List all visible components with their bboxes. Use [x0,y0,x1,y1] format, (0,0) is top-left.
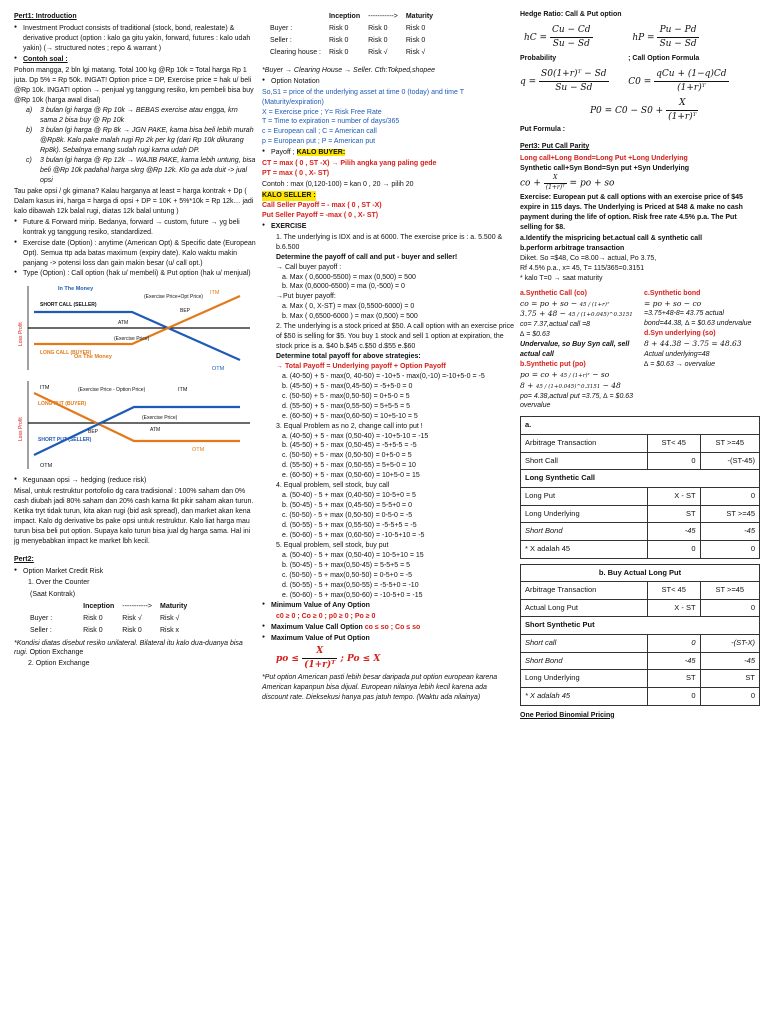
chart2-otm-left: OTM [40,463,53,470]
chart2-exercise-minus: (Exercise Price - Option Price) [78,387,146,394]
arbitrage-table-b [520,564,760,706]
parity-red: Long call+Long Bond=Long Put +Long Underlying [520,155,688,163]
hedge-formulas: hC = $\frac{Cu - Cd}{Su - Sd}$ hP = $\frac{Pu - Pd}{Su - Sd}$ [524,24,697,49]
put-seller-line: Put Seller Payoff = -max ( 0 , X- ST) [262,211,379,219]
call-a: a. Max ( 0,6000-5500) = max (0,500) = 500 [282,273,416,281]
table-row: Long Put X - ST 0 [521,487,760,505]
call-buyer-label: → Call buyer payoff : [276,263,342,271]
chart2-short-put: SHORT PUT (SELLER) [38,437,92,444]
otc-head: Maturity [160,602,188,610]
exercise-3: 3. Equal Problem as no 2, change call into put ! [276,422,423,430]
ex4-list [262,491,514,541]
table-row: Long Underlying ST ST >=45 [521,505,760,523]
synthetic-right [644,289,760,412]
co-actual: co= 7.37,actual call =8 [520,321,591,329]
keguna-list [14,476,256,486]
chart1-otm: OTM [212,366,225,373]
max-call-list [262,623,514,644]
table-a-title: a. [521,417,760,435]
syn-bond-calc: =3.75+48-8= 43.75 actual bond=44.38, ∆ = $0.63 undervalue [644,310,752,328]
payoff-bullet: ● Payoff ; KALO BUYER: [262,148,514,158]
chart2-exercise: (Exercise Price) [142,415,178,422]
table-row: Long Underlying ST ST [521,670,760,688]
table-row: Clearing house : Risk 0 Risk √ Risk √ [270,48,426,56]
syn-call-calc: 3.75 + 48 − 45 / (1+0.045)^0.3151 [520,309,633,319]
table-row: Buyer : Risk 0 Risk 0 Risk 0 [270,24,426,32]
kalo-seller-highlight: KALO SELLER : [262,192,316,199]
table-row: Actual Long Put X - ST 0 [521,599,760,617]
table-row: Short Bond -45 -45 [521,523,760,541]
table-row: Long Synthetic Call [521,470,760,488]
syn-call-formula: co = po + so − 45 / (1+r)ᵀ [520,298,610,308]
min-value-bullet: ● Minimum Value of Any Option [262,601,514,611]
example-list [14,106,256,186]
exercise-1: 1. The underlying is IDX and is at 6000. The exercise price is : a. 5.500 & b.6.500 [276,233,503,251]
list-item: c. (50-50) - 5 + max(0,50-50) = 0-5+0 = -5 [282,571,412,579]
list-item: d. (50-55) - 5 + max(0,50-55) = -5-5+0 = -10 [282,581,419,589]
syn-under-title: d.Syn underlying (so) [644,330,716,338]
contoh-line: Contoh : max (0,120-100) = kan 0 , 20 → pilih 20 [262,181,414,189]
list-item: a. (40-50) + 5 - max(0, 40-50) = -10+5 - max(0,-10) =-10+5-0 = -5 [282,372,485,380]
part1-title: Pert1: Introduction [14,13,77,20]
example-item-b: b) 3 bulan lgi harga @ Rp 8k → JGN PAKE, karna bisa beli lebih murah @Rp8k. Kalo pake malah rugi Rp 2k per kg (dari Rp 10k dikurang Rp8k). Sebalnya emang sudah rugi karna udah DP. [26,127,254,155]
max-put-fraction: $\frac{X}{\text{(1+r)ᵀ}}$ [304,646,336,670]
clearing-head: Maturity [405,13,434,20]
chart1-atm: ATM [118,320,129,327]
synthetic-left [520,289,638,412]
list-item: c. (50-50) + 5 - max (0,50-50) = 0+5-0 = 5 [282,452,412,460]
exercise-1-det: Determine the payoff of call and put - buyer and seller! [276,253,458,261]
list-item: a. (50-40) - 5 + max (0,40-50) = 10-5+0 = 5 [282,492,416,500]
chart1-bep: BEP [180,308,191,315]
delta-over: ∆ = $0.63 → overvalue [644,360,716,368]
part2-title: Pert2: [14,555,34,563]
chart1-in-the-money: In The Money [58,286,94,293]
intro-list [14,24,256,65]
chart2-long-put: LONG PUT (BUYER) [38,401,87,408]
chart1-short-call: SHORT CALL (SELLER) [40,302,97,309]
notation-lines: So,S1 = price of the underlying asset at time 0 (today) and time T (Maturity/expiration) X = Exercise price ; Y= Risk Free Rate T = Time to expiration = number of days/365 c = European call ; C = American call p = European put ; P = American put [262,88,464,146]
list-item: e. (50-60) - 5 + max (0,60-50) = -10-5+10 = -5 [282,531,425,539]
exercise-list [262,222,514,232]
syn-call-title: a.Synthetic Call (co) [520,289,587,297]
exercise-4: 4. Equal problem, sell stock, buy call [276,482,390,490]
clearing-head: Inception [328,13,361,20]
syn-under-calc: 8 + 44.38 − 3.75 = 48.63 [644,339,742,349]
table-row: Buyer : Risk 0 Risk √ Risk √ [30,614,180,622]
syn-put-calc: 8 + 45 / (1+0.045)^0.3151 − 48 [520,380,621,390]
ex2-list [262,372,514,422]
example-item-a: a) 3 bulan lgi harga @ Rp 10k → BEBAS exercise atau engga, krn sama 2 bisa buy @ Rp 10k [26,107,238,125]
otc-head: -----------> [122,602,152,610]
chart2-bep: BEP [88,429,99,436]
min-formula: c0 ≥ 0 ; Co ≥ 0 ; p0 ≥ 0 ; Po ≥ 0 [276,613,376,621]
exercise-2: 2. The underlying is a stock priced at $50. A call option with an exercise price of $50 is selling for $5. You buy 1 stock and sell 1 option at expiration, the stock price is a. $40 b.$45 c.$50 d.$55 e.$60 [276,323,515,351]
table-b-title: b. Buy Actual Long Put [521,564,760,582]
table-row: Short Call 0 -(ST-45) [521,452,760,470]
syn-put-formula: po = co + 45 / (1+r)ᵀ − so [520,369,610,379]
max-put-bullet: ● Maximum Value of Put Option [262,634,514,644]
list-item: e. (50-60) - 5 + max(0,50-60) = -10-5+0 = -15 [282,591,423,599]
total-payoff: → Total Payoff = Underlying payoff + Option Payoff [276,362,446,370]
table-row: Short Synthetic Put [521,617,760,635]
put-buyer-label: →Put buyer payoff: [276,293,336,301]
put-payoff-chart [14,377,256,473]
chart1-long-call: LONG CALL (BUYER) [40,350,92,357]
list-item: c. (50-50) + 5 - max(0,50-50) = 0+5-0 = 5 [282,392,410,400]
list-item: d. (55-50) + 5 - max (0,50-55) = 5+5-0 = 10 [282,462,416,470]
list-item: b. (45-50) + 5 - max (0,50-45) = -5+5-5 = -5 [282,442,417,450]
ct-line: CT = max ( 0 , ST -X) → Pilih angka yang paling gede [262,160,437,168]
tau-text: Tau pake opsi / gk gimana? Kalau harganya at least = harga kontrak + Dp ( Dalam kasus ini, harga = harga di opsi + DP = 10K + 5%*10k = Rp 12k… jadi kalo dibawah 12k balal rugi, diatas 12k balal untung ) [14,187,254,215]
table-row: Short Bond -45 -45 [521,652,760,670]
identify-a: a.Identify the mispricing bet.actual call & synthetic call [520,235,703,242]
exchange-item: 2. Option Exchange [28,660,90,668]
option-notation-list [262,77,514,87]
chart1-exercise: (Exercise Price) [114,336,150,343]
binomial-title: One Period Binomial Pricing [520,711,615,719]
hedge-ratio-title: Hedge Ratio: Call & Put option [520,11,622,18]
table-row: * X adalah 45 0 0 [521,687,760,705]
table-row: Short call 0 -(ST-X) [521,635,760,653]
syn-bond-formula: = po + so − co [644,298,702,308]
chart2-atm: ATM [150,427,161,434]
exercise-bullet: ● EXERCISE [262,222,514,232]
call-seller-line: Call Seller Payoff = - max ( 0 , ST -X) [262,201,382,209]
option-notation-bullet: ● Option Notation [262,77,514,87]
keguna-bullet: ● Kegunaan opsi → hedging (reduce risk) [14,476,256,486]
chart1-itm: ITM [210,290,220,297]
list-item: d. (55-50) + 5 - max(0,55-50) = 5+5-5 = 5 [282,402,411,410]
max-put-formula: po ≤ $\frac{X}{\text{(1+r)ᵀ}}$ ; Po ≤ X [276,646,381,670]
otc-head: Inception [83,602,115,610]
list-item: a. (40-50) + 5 - max (0,50-40) = -10+5-10 = -15 [282,432,429,440]
chart2-itm-left: ITM [40,385,50,392]
exercise-2-det: Determine total payoff for above strategies: [276,353,421,360]
kalo-t0: * kalo T=0 → saat maturity [520,274,603,282]
synthetic-section [520,289,760,412]
clearing-table [268,10,441,60]
keguna-text: Misal, untuk restruktur portofolio dg cara tradisional : 100% saham dan 0% cash diubah jadi 80% saham dan 20% cash karna Ikt pikir saham akan turun. Ketika tryt tidak turun, kita akan rugi (bid ask spread), dan market akan kena impact. Kalo dg derivative bs pake opsi untuk restruktur. Kalo liat harga mau turun bisa beli put option. Supaya kalo turun bisa jual dg harga sama. Hal ini jg menyebabkan impact ke market lbh kecil. [14,488,254,545]
chart2-loss-profit: Loss Profit [18,417,24,442]
american-note: *Put option American pasti lebih besar daripada put option european karena American kapanpun bisa dijual. European nilainya lebih kecil karena ada discount rate. Dieksekusi hanya pas jatuh tempo. (Waktu ada nilainya) [262,673,498,701]
put-formula-label: Put Formula : [520,126,566,134]
contoh-soal-bullet: ● Contoh soal : [14,55,256,65]
chart1-on-the-money: On The Money [74,354,112,361]
buyer-flow: *Buyer → Clearing House → Seller. Cth:Tokped,shopee [262,66,436,74]
syn-put-title: b.Synthetic put (po) [520,360,586,368]
max-call-bullet: ● Maximum Value Call Option co ≤ so ; Co ≤ so [262,623,514,633]
ex3-list [262,432,514,482]
syn-bond-title: c.Synthetic bond [644,289,701,297]
example-text: Pohon mangga, 2 bln lgi matang. Total 100 kg @Rp 10k = Total harga Rp 1 juta. Dp 5% = Rp 50k. INGAT! Option price = DP, Exercise price = hak u/ beli @Rp 10k. INGAT! option → penjual yg tanggung resiko, krn pembeli bisa buy @Rp 10k (harga awal disal) [14,66,254,104]
list-item: b. (50-45) - 5 + max (0,45-50) = 5-5+0 = 0 [282,502,412,510]
put-a: a. Max ( 0, X-ST) = max (0,5500-6000) = 0 [282,303,415,311]
exercise-text: Exercise: European put & call options with an exercise price of $45 expire in 115 days. The Underlying is Priced at $48 & make no cash payment during the life of option. Risk free rate 4.5% p.a. The Put selling for $8. [520,194,743,232]
parity-syn: Synthetic call+Syn Bond=Syn put +Syn Underlying [520,165,690,173]
undervalue-1: Undervalue, so Buy Syn call, sell actual call [520,341,630,359]
payoff-list [262,148,514,158]
table-row: Arbitrage Transaction ST< 45 ST >=45 [521,582,760,600]
option-values-list [262,601,514,611]
otc-item: 1. Over the Counter [28,578,90,586]
list-item: b. (50-45) - 5 + max(0,50-45) = 5-5+5 = 5 [282,561,411,569]
rf-line: Rf 4.5% p.a., x= 45, T= 115/365=0.3151 [520,264,645,272]
q-c0-formulas: q = $\frac{\text{S0(1+r)ᵀ − Sd}}{Su - Sd}$ C0 = $\frac{\text{qCu + (1−q)Cd}}{\text{(1+r)ᵀ}}$ [520,69,727,94]
column-2 [262,10,514,704]
intro-bullet: ● Investment Product consists of traditional (stock, bond, realestate) & derivative product (option : kalo ga gitu yakin, forward, futures : kalo udah yakin) (→ structured notes ; repo & warrant ) [14,24,256,54]
identify-b: b.perform arbitrage transaction [520,244,625,252]
credit-risk-bullet: ● Option Market Credit Risk [14,567,256,577]
bullets-2 [14,218,256,280]
otc-table [28,588,195,638]
diket-line: Diket. So =$48, Co =8.00→ actual, Po 3.75, [520,254,657,262]
probability-row: Probability ; Call Option Formula [520,55,700,63]
option-type-bullet: ● Type (Option) : Call option (hak u/ membeli) & Put option (hak u/ menjual) [14,269,256,279]
chart2-otm: OTM [192,447,205,454]
put-b: b. Max ( 0,6500-6000 ) = max (0,500) = 500 [282,313,418,321]
actual-under: Actual underlying=48 [644,350,710,358]
table-row: Seller : Risk 0 Risk 0 Risk x [30,626,180,634]
call-b: b. Max (0,6000-6500) = ma (0,-500) = 0 [282,283,405,291]
exercise-date-bullet: ● Exercise date (Option) : anytime (American Opt) & Specific date (European Opt). Semua ttp ada batas maximum (expiry date). Kalo waktu makin panjang -> potensi loss dan gain makin besar (u/ call opt.) [14,239,256,269]
table-row: * X adalah 45 0 0 [521,540,760,558]
pt-line: PT = max ( 0 , X- ST) [262,170,330,178]
parity-formula: co + $\frac{X}{\text{(1+r)ᵀ}}$ = po + so [520,174,615,191]
list-item: c. (50-50) - 5 + max (0,50-50) = 0-5-0 = -5 [282,512,413,519]
arbitrage-table-a [520,416,760,558]
p0-formula: P0 = C0 − S0 + $\frac{X}{\text{(1+r)ᵀ}}$ [590,97,697,122]
list-item: d. (50-55) - 5 + max (0,55-50) = -5-5+5 = -5 [282,521,417,529]
table-row: Seller : Risk 0 Risk 0 Risk 0 [270,36,426,44]
kondisi-note: *Kondisi diatas disebut resiko unilateral. Bilateral itu kalo dua-duanya bisa rugi. Option Exchange [14,639,243,657]
future-forward-bullet: ● Future & Forward mirip. Bedanya, forward → custom, future → yg beli kontrak yg tanggung resiko, standardized. [14,218,256,238]
chart1-loss-profit: Loss Profit [18,322,24,347]
po-line: po= 4.38,actual put =3.75, ∆ = $0.63 overvalue [520,392,634,410]
example-item-c: c) 3 bulan lgi harga @ Rp 12k → WAJIB PAKE, karna lebih untung, bisa beli @Rp 10k padahal harga skrg @Rp 12k. Klo ga ada duit -> jual opsi [26,157,256,184]
column-1 [14,10,256,669]
table-row: Arbitrage Transaction ST< 45 ST >=45 [521,435,760,453]
part2-list [14,567,256,577]
clearing-head: -----------> [368,13,398,20]
kalo-buyer-highlight: KALO BUYER: [296,149,346,157]
list-item: a. (50-40) - 5 + max (0,50-40) = 10-5+10 = 15 [282,551,424,559]
exercise-5: 5. Equal problem, sell stock, buy put [276,541,389,549]
column-3 [520,10,760,721]
list-item: b. (45-50) + 5 - max(0,45-50) = -5+5-0 = 0 [282,382,413,390]
delta-1: ∆ = $0.63 [520,331,550,339]
chart2-itm: ITM [178,387,188,394]
chart1-exercise-bep: (Exercise Price+Opt Price) [144,294,204,301]
list-item: e. (60-50) + 5 - max (0,50-60) = 10+5-0 = 15 [282,472,420,480]
ex5-list [262,551,514,601]
call-payoff-chart [14,282,256,374]
otc-head: (Saat Kontrak) [30,590,76,598]
list-item: e. (60-50) + 5 - max(0,60-50) = 10+5-10 = 5 [282,412,418,420]
part3-title: Pert3: Put Call Parity [520,143,590,151]
